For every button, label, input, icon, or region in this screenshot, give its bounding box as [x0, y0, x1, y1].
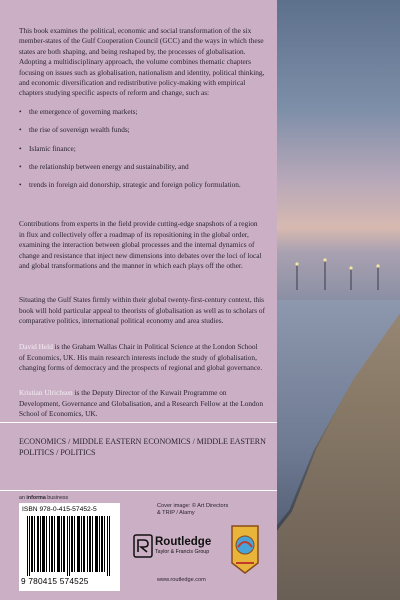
- publisher-name: Routledge: [155, 536, 212, 548]
- publisher-url[interactable]: www.routledge.com: [157, 577, 206, 583]
- author-bio-ulrichsen: [19, 388, 265, 419]
- divider: [0, 422, 277, 423]
- routledge-logo: [131, 531, 231, 571]
- barcode-digits: 9 780415 574525: [21, 576, 89, 586]
- bullet-item: • trends in foreign aid donorship, strategic and foreign policy formulation.: [19, 180, 265, 190]
- barcode-bars: [27, 516, 113, 576]
- author-bio-text: is the Graham Wallas Chair in Political Science at the London School of Economics, UK. His main research interests include the study of globalisation, changing forms of democracy and the prospects of regional and global governance.: [19, 342, 263, 373]
- routledge-emblem-icon: [133, 534, 153, 558]
- isbn-barcode: [19, 503, 120, 591]
- author-name: Kristian Ulrichsen: [19, 388, 73, 398]
- isbn-text: ISBN 978-0-415-57452-5: [22, 506, 97, 513]
- author-bio-held: [19, 342, 265, 373]
- cover-photo-beach-sunset: [277, 0, 400, 600]
- divider: [0, 490, 277, 491]
- bullet-item: • the relationship between energy and sustainability, and: [19, 162, 265, 172]
- blurb-intro: This book examines the political, economic and social transformation of the six member-states of the Gulf Cooperation Council (GCC) and the ways in which these states are both shaping, and being reshaped by, the processes of globalisation. Adopting a multidisciplinary approach, the volume combines thematic chapters focusing on issues such as globalisation, nationalism and identity, political thinking, and economic diversification and redistributive policy-making with empirical chapters studying specific aspects of reform and change, such as:: [19, 26, 265, 98]
- bullet-item: • the emergence of governing markets;: [19, 107, 265, 117]
- author-name: David Held: [19, 342, 53, 352]
- bullet-item: • the rise of sovereign wealth funds;: [19, 125, 265, 135]
- informa-brand: informa: [26, 495, 46, 501]
- blurb-situating: Situating the Gulf States firmly within their global twenty-first-century context, this book will hold particular appeal to theorists of globalisation as well as to scholars of comparative politics, international political economy and area studies.: [19, 295, 266, 326]
- street-lights: [277, 250, 400, 290]
- cover-image-credit: Cover image: © Art Directors & TRIP / Alamy: [157, 503, 229, 516]
- gulf-emblem-icon: [229, 523, 261, 575]
- author-bio-text: is the Deputy Director of the Kuwait Programme on Development, Governance and Globalisation, and a Research Fellow at the London School of Economics, UK.: [19, 388, 263, 419]
- bullet-list: [19, 107, 265, 191]
- publisher-group: Taylor & Francis Group: [155, 549, 210, 555]
- blurb-intro-block: [19, 26, 265, 191]
- subject-categories: ECONOMICS / MIDDLE EASTERN ECONOMICS / MIDDLE EASTERN POLITICS / POLITICS: [19, 437, 266, 458]
- blurb-contributions: Contributions from experts in the field provide cutting-edge snapshots of a region in flux and collectively offer a roadmap of its repositioning in the global order, examining the interaction between global processes and the internal dynamics of change and resistance that inject new dimensions into debates over the loci of local and global transformations and the manner in which each plays off the other.: [19, 219, 262, 270]
- bullet-item: • Islamic finance;: [19, 144, 265, 154]
- informa-imprint: an informa business: [19, 495, 69, 501]
